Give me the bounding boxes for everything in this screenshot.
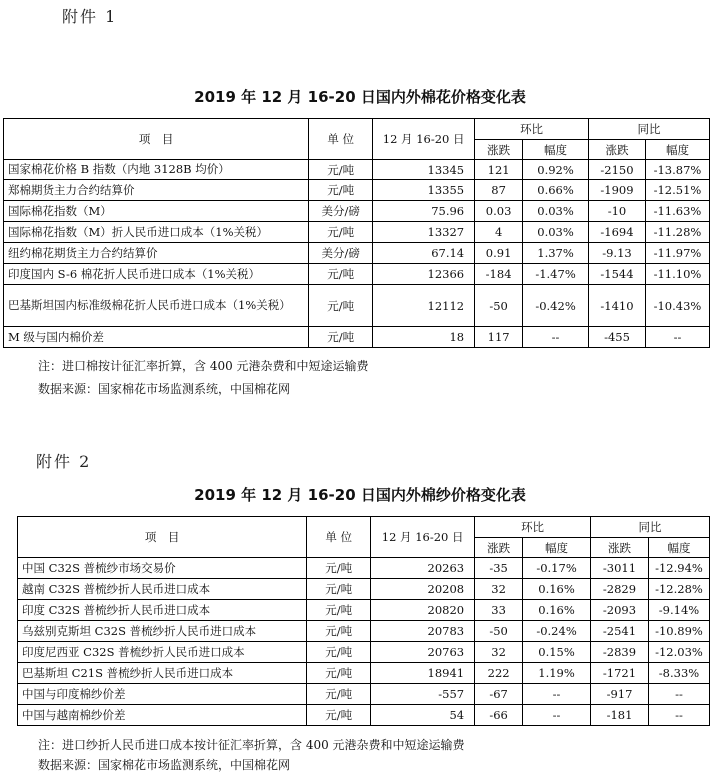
row-mom-range: -0.17% <box>523 558 591 579</box>
row-value: 13327 <box>373 222 475 243</box>
row-yoy-range: -- <box>645 327 709 348</box>
row-mom-range: -1.47% <box>523 264 589 285</box>
table-row <box>18 684 710 705</box>
row-mom-change: 222 <box>475 663 523 684</box>
row-mom-range: -- <box>523 705 591 726</box>
row-mom-change: -66 <box>475 705 523 726</box>
table2-note: 注：进口纱折人民币进口成本按计征汇率折算，含 400 元港杂费和中短途运输费 <box>38 738 465 752</box>
row-yoy-range: -10.89% <box>648 621 709 642</box>
row-mom-range: 0.16% <box>523 600 591 621</box>
row-yoy-range: -- <box>648 684 709 705</box>
header-item: 项 目 <box>18 517 307 558</box>
table-row <box>18 600 710 621</box>
row-item: 国家棉花价格 B 指数（内地 3128B 均价） <box>4 160 309 180</box>
row-item: M 级与国内棉价差 <box>4 327 309 348</box>
header-unit: 单 位 <box>307 517 371 558</box>
table-row <box>4 243 710 264</box>
cotton-price-table <box>3 118 710 348</box>
row-item: 印度尼西亚 C32S 普梳纱折人民币进口成本 <box>18 642 307 663</box>
row-value: 12366 <box>373 264 475 285</box>
row-mom-change: 4 <box>475 222 523 243</box>
header-mom-range: 幅度 <box>523 538 591 558</box>
row-yoy-change: -181 <box>591 705 649 726</box>
row-mom-range: 0.92% <box>523 160 589 180</box>
row-item: 国际棉花指数（M） <box>4 201 309 222</box>
row-mom-change: -184 <box>475 264 523 285</box>
row-mom-range: 0.66% <box>523 180 589 201</box>
row-mom-range: 0.03% <box>523 201 589 222</box>
row-yoy-range: -12.94% <box>648 558 709 579</box>
table-row <box>18 579 710 600</box>
row-item: 纽约棉花期货主力合约结算价 <box>4 243 309 264</box>
row-value: 20263 <box>371 558 475 579</box>
row-item: 越南 C32S 普梳纱折人民币进口成本 <box>18 579 307 600</box>
row-item: 印度国内 S-6 棉花折人民币进口成本（1%关税） <box>4 264 309 285</box>
row-yoy-change: -2150 <box>589 160 646 180</box>
table-row <box>4 264 710 285</box>
row-yoy-range: -11.28% <box>645 222 709 243</box>
row-mom-change: 32 <box>475 579 523 600</box>
row-mom-change: 32 <box>475 642 523 663</box>
table-row <box>18 621 710 642</box>
table-row <box>18 558 710 579</box>
table-row <box>4 201 710 222</box>
row-yoy-range: -8.33% <box>648 663 709 684</box>
row-mom-change: -50 <box>475 285 523 327</box>
row-yoy-range: -13.87% <box>645 160 709 180</box>
row-yoy-change: -2829 <box>591 579 649 600</box>
row-item: 中国与越南棉纱价差 <box>18 705 307 726</box>
row-yoy-change: -1721 <box>591 663 649 684</box>
row-unit: 元/吨 <box>307 621 371 642</box>
header-period: 12 月 16-20 日 <box>373 119 475 160</box>
row-value: 13345 <box>373 160 475 180</box>
header-yoy-range: 幅度 <box>645 140 709 160</box>
row-yoy-change: -1410 <box>589 285 646 327</box>
row-mom-range: -- <box>523 327 589 348</box>
header-yoy-range: 幅度 <box>648 538 709 558</box>
table1-note: 注：进口棉按计征汇率折算，含 400 元港杂费和中短途运输费 <box>38 359 369 373</box>
row-yoy-range: -9.14% <box>648 600 709 621</box>
row-yoy-change: -2093 <box>591 600 649 621</box>
header-yoy-change: 涨跌 <box>589 140 646 160</box>
row-unit: 元/吨 <box>309 264 373 285</box>
header-mom-change: 涨跌 <box>475 538 523 558</box>
row-unit: 元/吨 <box>309 222 373 243</box>
header-period: 12 月 16-20 日 <box>371 517 475 558</box>
row-value: 54 <box>371 705 475 726</box>
row-yoy-range: -12.51% <box>645 180 709 201</box>
row-mom-range: 0.03% <box>523 222 589 243</box>
row-mom-range: 1.37% <box>523 243 589 264</box>
header-mom: 环比 <box>475 119 589 140</box>
table2-source: 数据来源：国家棉花市场监测系统，中国棉花网 <box>38 758 291 772</box>
row-value: 18941 <box>371 663 475 684</box>
row-unit: 元/吨 <box>307 558 371 579</box>
header-mom-change: 涨跌 <box>475 140 523 160</box>
row-mom-change: 0.91 <box>475 243 523 264</box>
row-mom-change: -35 <box>475 558 523 579</box>
row-yoy-change: -917 <box>591 684 649 705</box>
row-unit: 美分/磅 <box>309 243 373 264</box>
row-value: 20820 <box>371 600 475 621</box>
table-row <box>4 180 710 201</box>
row-mom-change: 0.03 <box>475 201 523 222</box>
header-unit: 单 位 <box>309 119 373 160</box>
row-yoy-change: -2839 <box>591 642 649 663</box>
row-item: 中国 C32S 普梳纱市场交易价 <box>18 558 307 579</box>
row-yoy-range: -12.03% <box>648 642 709 663</box>
row-yoy-change: -10 <box>589 201 646 222</box>
header-mom: 环比 <box>475 517 591 538</box>
header-yoy: 同比 <box>591 517 710 538</box>
table-row <box>4 285 710 327</box>
row-unit: 元/吨 <box>307 642 371 663</box>
row-mom-range: 0.15% <box>523 642 591 663</box>
row-value: 18 <box>373 327 475 348</box>
header-item: 项 目 <box>4 119 309 160</box>
row-yoy-change: -455 <box>589 327 646 348</box>
table-row <box>4 160 710 180</box>
row-unit: 元/吨 <box>309 285 373 327</box>
row-unit: 元/吨 <box>307 705 371 726</box>
row-yoy-range: -11.63% <box>645 201 709 222</box>
row-item: 巴基斯坦国内标准级棉花折人民币进口成本（1%关税） <box>4 285 309 327</box>
row-yoy-range: -11.10% <box>645 264 709 285</box>
row-value: -557 <box>371 684 475 705</box>
row-value: 20763 <box>371 642 475 663</box>
row-mom-change: 117 <box>475 327 523 348</box>
row-item: 郑棉期货主力合约结算价 <box>4 180 309 201</box>
row-yoy-change: -1909 <box>589 180 646 201</box>
row-yoy-change: -3011 <box>591 558 649 579</box>
row-unit: 元/吨 <box>307 684 371 705</box>
row-item: 印度 C32S 普梳纱折人民币进口成本 <box>18 600 307 621</box>
row-item: 巴基斯坦 C21S 普梳纱折人民币进口成本 <box>18 663 307 684</box>
header-mom-range: 幅度 <box>523 140 589 160</box>
row-item: 国际棉花指数（M）折人民币进口成本（1%关税） <box>4 222 309 243</box>
row-yoy-range: -10.43% <box>645 285 709 327</box>
row-unit: 元/吨 <box>309 327 373 348</box>
row-yoy-change: -9.13 <box>589 243 646 264</box>
row-mom-range: -0.24% <box>523 621 591 642</box>
row-value: 20208 <box>371 579 475 600</box>
table1-source: 数据来源：国家棉花市场监测系统，中国棉花网 <box>38 382 291 396</box>
row-yoy-range: -- <box>648 705 709 726</box>
row-mom-range: 0.16% <box>523 579 591 600</box>
row-value: 67.14 <box>373 243 475 264</box>
row-unit: 元/吨 <box>307 600 371 621</box>
row-mom-range: 1.19% <box>523 663 591 684</box>
row-value: 13355 <box>373 180 475 201</box>
table-row <box>18 705 710 726</box>
row-mom-change: 33 <box>475 600 523 621</box>
row-unit: 元/吨 <box>309 180 373 201</box>
row-mom-range: -0.42% <box>523 285 589 327</box>
header-yoy: 同比 <box>589 119 710 140</box>
header-yoy-change: 涨跌 <box>591 538 649 558</box>
table1-title: 2019 年 12 月 16-20 日国内外棉花价格变化表 <box>194 88 526 106</box>
row-item: 中国与印度棉纱价差 <box>18 684 307 705</box>
row-yoy-change: -1544 <box>589 264 646 285</box>
row-mom-change: -50 <box>475 621 523 642</box>
yarn-price-table <box>17 516 710 726</box>
row-mom-change: 87 <box>475 180 523 201</box>
row-yoy-change: -2541 <box>591 621 649 642</box>
table2-title: 2019 年 12 月 16-20 日国内外棉纱价格变化表 <box>194 486 526 504</box>
row-unit: 元/吨 <box>309 160 373 180</box>
attachment-label-2: 附件 2 <box>36 452 92 471</box>
table-row <box>4 327 710 348</box>
row-value: 20783 <box>371 621 475 642</box>
row-mom-change: 121 <box>475 160 523 180</box>
row-yoy-range: -12.28% <box>648 579 709 600</box>
table-row <box>18 642 710 663</box>
row-value: 12112 <box>373 285 475 327</box>
row-item: 乌兹别克斯坦 C32S 普梳纱折人民币进口成本 <box>18 621 307 642</box>
table-row <box>4 222 710 243</box>
table-row <box>18 663 710 684</box>
attachment-label-1: 附件 1 <box>62 7 118 26</box>
row-unit: 美分/磅 <box>309 201 373 222</box>
row-yoy-range: -11.97% <box>645 243 709 264</box>
row-mom-change: -67 <box>475 684 523 705</box>
row-value: 75.96 <box>373 201 475 222</box>
row-mom-range: -- <box>523 684 591 705</box>
row-unit: 元/吨 <box>307 579 371 600</box>
row-yoy-change: -1694 <box>589 222 646 243</box>
row-unit: 元/吨 <box>307 663 371 684</box>
